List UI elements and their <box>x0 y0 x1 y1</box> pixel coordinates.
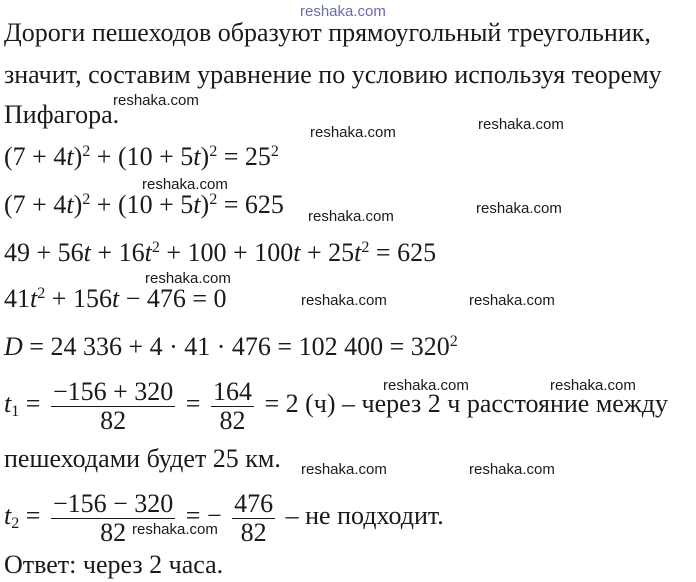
watermark: reshaka.com <box>310 124 396 141</box>
answer-line: Ответ: через 2 часа. <box>4 550 224 579</box>
watermark: reshaka.com <box>478 116 564 133</box>
equation-root-t1: $t_1$ = $\frac{-156 + 320}{82}$ = $\frac{164}{82}$ = 2 (ч) – через 2 ч расстояние между <box>4 376 669 435</box>
intro-line-3: Пифагора. <box>4 100 120 129</box>
watermark: reshaka.com <box>145 270 231 287</box>
watermark: reshaka.com <box>469 461 555 478</box>
watermark: reshaka.com <box>550 377 636 394</box>
watermark-top: reshaka.com <box>300 3 386 20</box>
watermark: reshaka.com <box>113 92 199 109</box>
fraction-t2-a: $\frac{-156 - 320}{82}$ <box>52 488 174 547</box>
equation-discriminant: D = 24 336 + 4 · 41 · 476 = 102 $400 = 320^2$ <box>4 332 458 361</box>
watermark: reshaka.com <box>142 176 228 193</box>
fraction-t2-b: $\frac{476}{82}$ <box>234 488 274 547</box>
equation-root-t2: $t_2$ = $\frac{-156 - 320}{82}$ = − $\frac{476}{82}$ – не подходит. <box>4 488 444 547</box>
equation-quadratic: $41t^2 + 156t - 476 = 0$ <box>4 284 227 313</box>
fraction-t1-a: $\frac{-156 + 320}{82}$ <box>52 376 174 435</box>
equation-625: $(7 + 4t)^2 + (10 + 5t)^2 = 625$ <box>4 190 284 219</box>
fraction-t1-b: $\frac{164}{82}$ <box>212 376 252 435</box>
root-t1-continuation: пешеходами будет 25 км. <box>4 444 281 473</box>
watermark: reshaka.com <box>132 521 218 538</box>
equation-expanded: $49 + 56t + 16t^2 + 100 + 100t + 25t^2 = 625$ <box>4 238 437 267</box>
watermark: reshaka.com <box>383 377 469 394</box>
watermark: reshaka.com <box>476 200 562 217</box>
watermark: reshaka.com <box>301 292 387 309</box>
watermark: reshaka.com <box>308 208 394 225</box>
intro-line-2: значит, составим уравнение по условию используя теорему <box>4 60 662 89</box>
watermark: reshaka.com <box>301 461 387 478</box>
intro-line-1: Дороги пешеходов образуют прямоугольный треугольник, <box>4 18 651 47</box>
watermark: reshaka.com <box>469 292 555 309</box>
equation-pythagoras: $(7 + 4t)^2 + (10 + 5t)^2 = 25^2$ <box>4 142 279 171</box>
